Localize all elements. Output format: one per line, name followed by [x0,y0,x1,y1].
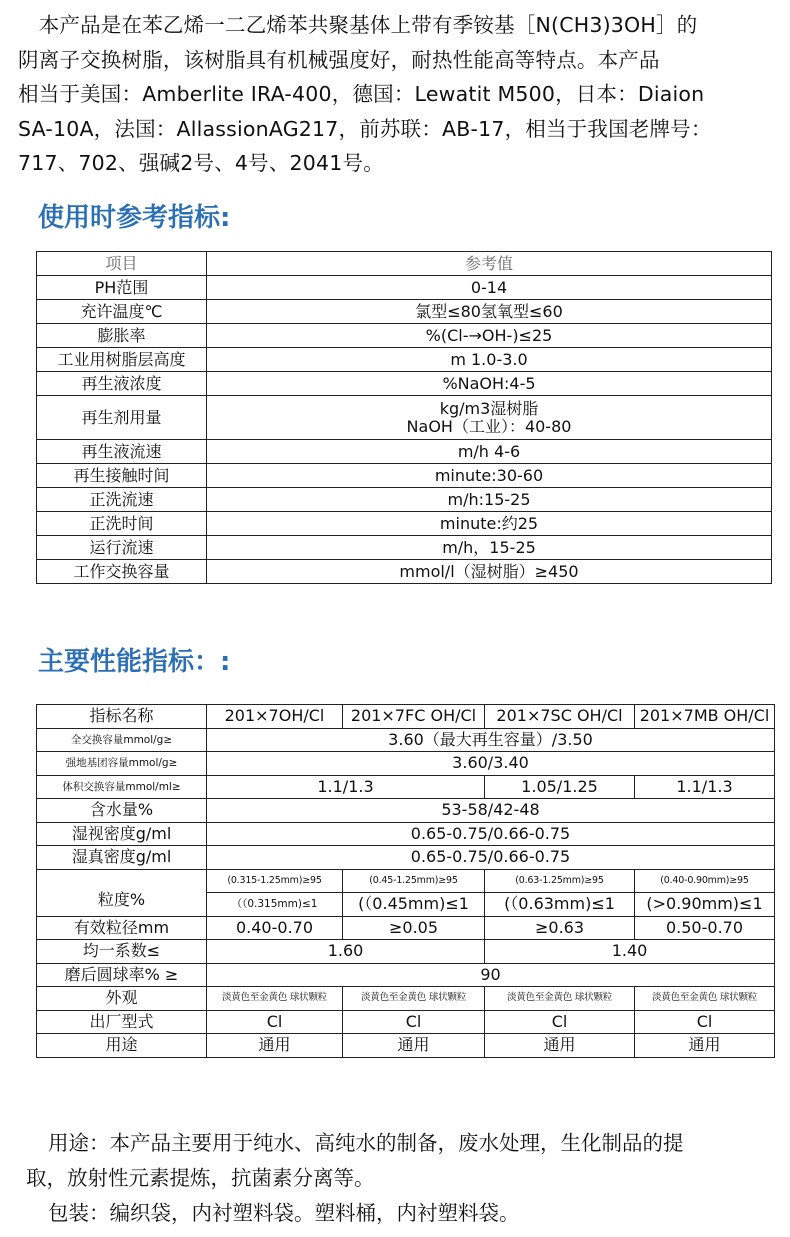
row-label: 再生液浓度 [37,372,207,396]
packaging-text: 包装：编织袋，内衬塑料袋。塑料桶，内衬塑料袋。 [48,1201,520,1225]
row-label: 工作交换容量 [37,560,207,584]
row-value: 0.40-0.70 [207,916,343,940]
row-label: 正洗时间 [37,512,207,536]
row-value: m 1.0-3.0 [207,348,772,372]
row-label: 均一系数≤ [37,940,207,964]
table-row [37,1034,775,1058]
table-header-row [37,705,775,729]
performance-heading: 主要性能指标：: [38,647,231,677]
usage-text: 用途：本产品主要用于纯水、高纯水的制备，废水处理，生化制品的提 [48,1131,684,1155]
row-value: 0-14 [207,276,772,300]
row-value: 1.60 [207,940,485,964]
intro-line: 相当于美国：Amberlite IRA-400，德国：Lewatit M500，日本：Diaion [18,82,705,106]
row-value: 淡黄色至金黄色 球状颗粒 [207,987,343,1011]
table-row [37,276,772,300]
table-row [37,300,772,324]
row-label: 用途 [37,1034,207,1058]
intro-line: 阴离子交换树脂，该树脂具有机械强度好，耐热性能高等特点。本产品 [18,47,660,72]
row-value: 0.65-0.75/0.66-0.75 [207,846,775,870]
row-value: ≥0.05 [343,916,485,940]
row-label: 充许温度℃ [37,300,207,324]
column-header-value: 参考值 [207,252,772,276]
row-label: 湿视密度g/ml [37,822,207,846]
row-value: (>0.90mm)≤1 [635,893,775,917]
row-label: 含水量% [37,799,207,823]
table-row [37,396,772,440]
row-label: 有效粒径mm [37,916,207,940]
table-row [37,348,772,372]
table-row [37,560,772,584]
row-value: 90 [207,963,775,987]
table-row [37,799,775,823]
table-row [37,963,775,987]
row-label: 出厂型式 [37,1010,207,1034]
table-row [37,488,772,512]
intro-paragraph [18,8,782,181]
row-value: 通用 [343,1034,485,1058]
row-label: 再生液流速 [37,440,207,464]
row-value: %(Cl-→OH-)≤25 [207,324,772,348]
row-value: 淡黄色至金黄色 球状颗粒 [635,987,775,1011]
row-value: m/h 4-6 [207,440,772,464]
row-value: 氯型≤80氢氧型≤60 [207,300,772,324]
row-value: minute:30-60 [207,464,772,488]
row-label: 再生接触时间 [37,464,207,488]
row-value-line: kg/m3湿树脂 [439,398,539,418]
table-row [37,728,775,752]
table-row [37,940,775,964]
row-label: 工业用树脂层高度 [37,348,207,372]
row-value: 通用 [635,1034,775,1058]
row-value: (（0.63mm)≤1 [485,893,635,917]
row-value: 53-58/42-48 [207,799,775,823]
row-value-line: NaOH（工业）：40-80 [406,416,572,436]
table-row [37,752,775,776]
row-value: (（0.45mm)≤1 [343,893,485,917]
column-header: 指标名称 [37,705,207,729]
table-row [37,916,775,940]
row-value: 0.50-0.70 [635,916,775,940]
row-value: mmol/l（湿树脂）≥450 [207,560,772,584]
table-row [37,822,775,846]
table-row [37,324,772,348]
row-value: Cl [343,1010,485,1034]
intro-line: 717、702、强碱2号、4号、2041号。 [18,151,384,175]
reference-table [36,251,772,584]
row-value: 通用 [485,1034,635,1058]
column-header: 201×7SC OH/Cl [485,705,635,729]
row-value: m/h:15-25 [207,488,772,512]
table-row [37,512,772,536]
column-header: 201×7MB OH/Cl [635,705,775,729]
row-value: (0.315-1.25mm)≥95 [207,869,343,893]
row-value: Cl [485,1010,635,1034]
table-row [37,869,775,893]
usage-text: 取，放射性元素提炼，抗菌素分离等。 [26,1166,375,1190]
row-label: 湿真密度g/ml [37,846,207,870]
row-label: 粒度% [37,869,207,916]
row-label: 正洗流速 [37,488,207,512]
row-value: 淡黄色至金黄色 球状颗粒 [343,987,485,1011]
reference-heading: 使用时参考指标: [38,203,231,233]
intro-line: 本产品是在苯乙烯一二乙烯苯共聚基体上带有季铵基［N(CH3)3OH］的 [18,13,698,37]
row-label: 体积交换容量mmol/ml≥ [37,775,207,799]
table-header-row [37,252,772,276]
row-value: (0.45-1.25mm)≥95 [343,869,485,893]
column-header-item: 项目 [37,252,207,276]
row-value: Cl [635,1010,775,1034]
row-label: 磨后圆球率% ≥ [37,963,207,987]
table-row [37,775,775,799]
row-label: PH范围 [37,276,207,300]
row-value: 1.1/1.3 [207,775,485,799]
row-value: 1.05/1.25 [485,775,635,799]
row-value: 1.40 [485,940,775,964]
row-label: 膨胀率 [37,324,207,348]
row-value: minute:约25 [207,512,772,536]
row-value: (0.40-0.90mm)≥95 [635,869,775,893]
table-row [37,987,775,1011]
table-row [37,846,775,870]
column-header: 201×7OH/Cl [207,705,343,729]
table-row [37,464,772,488]
row-value: 淡黄色至金黄色 球状颗粒 [485,987,635,1011]
intro-line: SA-10A，法国：AllassionAG217，前苏联：AB-17，相当于我国老牌号： [18,116,712,141]
row-label: 运行流速 [37,536,207,560]
column-header: 201×7FC OH/Cl [343,705,485,729]
row-value: 3.60/3.40 [207,752,775,776]
row-label: 全交换容量mmol/g≥ [37,728,207,752]
row-value: 1.1/1.3 [635,775,775,799]
table-row [37,440,772,464]
outro-paragraph [26,1126,782,1231]
row-label: 强地基团容量mmol/g≥ [37,752,207,776]
row-value: 0.65-0.75/0.66-0.75 [207,822,775,846]
row-value: m/h，15-25 [207,536,772,560]
row-value: 通用 [207,1034,343,1058]
performance-table [36,704,775,1058]
table-row [37,372,772,396]
row-value: ≥0.63 [485,916,635,940]
row-value: Cl [207,1010,343,1034]
row-label: 再生剂用量 [37,396,207,440]
table-row [37,536,772,560]
row-value [207,396,772,440]
table-row [37,1010,775,1034]
row-value: %NaOH:4-5 [207,372,772,396]
row-value: （（0.315mm)≤1 [207,893,343,917]
row-label: 外观 [37,987,207,1011]
row-value: (0.63-1.25mm)≥95 [485,869,635,893]
row-value: 3.60（最大再生容量）/3.50 [207,728,775,752]
